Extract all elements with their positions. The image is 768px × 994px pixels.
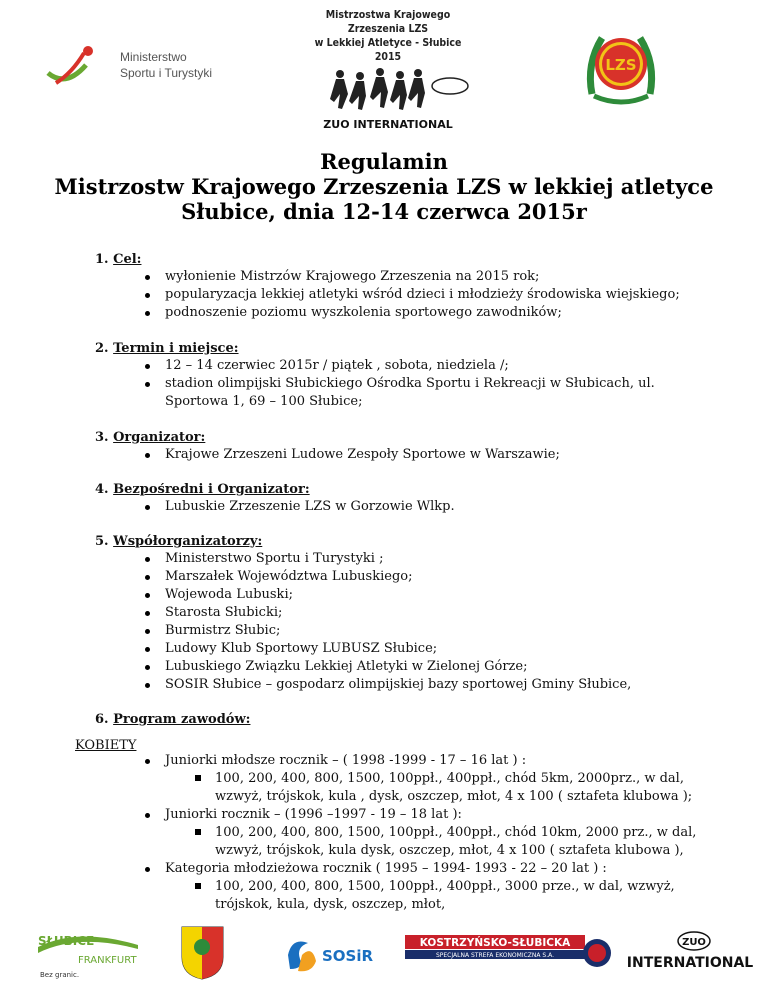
kssse-logo: [405, 925, 613, 980]
doc-title: Regulamin: [320, 149, 448, 174]
list-item: Burmistrz Słubic;: [165, 623, 281, 638]
section-3-heading: [95, 429, 205, 446]
slubice-mid: FRANKFURT: [78, 955, 137, 966]
event-logo-line1: Mistrzostwa Krajowego Zrzeszenia LZS: [325, 9, 451, 35]
ministry-logo: [38, 33, 240, 93]
doc-date: Słubice, dnia 12-14 czerwca 2015r: [181, 199, 587, 224]
list-item: Lubuskie Zrzeszenie LZS w Gorzowie Wlkp.: [165, 499, 455, 514]
ministry-line2: Sportu i Turystyki: [120, 66, 213, 80]
kssse-line1: KOSTRZYŃSKO-SŁUBICKA: [419, 937, 571, 949]
list-item: Starosta Słubicki;: [165, 605, 283, 620]
zuo-logo: [626, 925, 754, 980]
section-number: 1.: [95, 252, 109, 267]
list-item: stadion olimpijski Słubickiego Ośrodka Sportu i Rekreacji w Słubicach, ul.: [165, 376, 655, 391]
section-number: 2.: [95, 341, 109, 356]
event-list: 100, 200, 400, 800, 1500, 100ppł., 400ppł., chód 10km, 2000 prz., w dal,: [215, 825, 697, 840]
event-list: 100, 200, 400, 800, 1500, 100ppł., 400ppł., 3000 prze., w dal, wzwyż,: [215, 879, 675, 894]
event-logo-sponsor: [300, 118, 476, 131]
section-label: Program zawodów:: [113, 712, 251, 727]
list-item: SOSIR Słubice – gospodarz olimpijskiej bazy sportowej Gminy Słubice,: [165, 677, 632, 692]
kobiety-heading: KOBIETY: [75, 738, 137, 753]
section-4-heading: [95, 481, 310, 498]
list-item: wyłonienie Mistrzów Krajowego Zrzeszenia na 2015 rok;: [165, 269, 540, 284]
section-number: 6.: [95, 712, 109, 727]
event-list: 100, 200, 400, 800, 1500, 100ppł., 400ppł., chód 5km, 2000prz., w dal,: [215, 771, 684, 786]
event-list-continuation: wzwyż, trójskok, kula , dysk, oszczep, młot, 4 x 100 ( sztafeta klubowa );: [215, 789, 693, 804]
list-item: Wojewoda Lubuski;: [165, 587, 293, 602]
category-item: Juniorki rocznik – (1996 –1997 - 19 – 18 lat ):: [165, 807, 462, 822]
kssse-line2: SPECJALNA STREFA EKONOMICZNA S.A.: [435, 952, 555, 959]
section-label: Współorganizatorzy:: [113, 534, 263, 549]
section-number: 3.: [95, 430, 109, 445]
ministry-line1: Ministerstwo: [120, 50, 187, 64]
list-item: podnoszenie poziomu wyszkolenia sportowego zawodników;: [165, 305, 562, 320]
event-list-continuation: wzwyż, trójskok, kula dysk, oszczep, młot, 4 x 100 ( sztafeta klubowa ),: [215, 843, 684, 858]
category-item: Kategoria młodzieżowa rocznik ( 1995 – 1994- 1993 - 22 – 20 lat ) :: [165, 861, 607, 876]
section-5-heading: [95, 533, 262, 550]
coat-of-arms: [180, 925, 225, 980]
list-item: Krajowe Zrzeszeni Ludowe Zespoły Sportowe w Warszawie;: [165, 447, 560, 462]
slubice-top: SŁUBICE: [38, 934, 95, 948]
list-item: 12 – 14 czerwiec 2015r / piątek , sobota, niedziela /;: [165, 358, 509, 373]
section-number: 5.: [95, 534, 109, 549]
ministry-emblem-icon: [38, 33, 118, 93]
event-list-continuation: trójskok, kula, dysk, oszczep, młot,: [215, 897, 446, 912]
section-label: Bezpośredni i Organizator:: [113, 482, 310, 497]
kssse-banner-icon: [405, 925, 613, 980]
category-item: Juniorki młodsze rocznik – ( 1998 -1999 - 17 – 16 lat ) :: [165, 753, 527, 768]
list-item: Ludowy Klub Sportowy LUBUSZ Słubice;: [165, 641, 438, 656]
event-logo-international: INTERNATIONAL: [353, 118, 453, 131]
slubice-tag: Bez granic.: [40, 971, 80, 979]
doc-subtitle: Mistrzostw Krajowego Zrzeszenia LZS w lekkiej atletyce: [54, 174, 714, 199]
section-6-heading: [95, 711, 250, 728]
section-1-heading: [95, 251, 141, 268]
lzs-logo: [582, 24, 660, 108]
lzs-text: LZS: [605, 56, 637, 74]
list-item: Lubuskiego Związku Lekkiej Atletyki w Zielonej Górze;: [165, 659, 528, 674]
runners-icon: [300, 64, 476, 114]
sosir-swirl-icon: [282, 925, 374, 980]
section-number: 4.: [95, 482, 109, 497]
event-logo-zuo: ZUO: [323, 118, 350, 131]
list-item-continuation: Sportowa 1, 69 – 100 Słubice;: [165, 394, 363, 409]
zuo-bottom: INTERNATIONAL: [626, 955, 754, 971]
zuo-top: ZUO: [682, 937, 706, 948]
list-item: Marszałek Województwa Lubuskiego;: [165, 569, 413, 584]
slubice-swoosh-icon: [38, 925, 143, 980]
slubice-logo: [38, 925, 143, 980]
sosir-logo: [282, 925, 374, 980]
event-logo-line2: w Lekkiej Atletyce - Słubice 2015: [314, 37, 462, 63]
list-item: popularyzacja lekkiej atletyki wśród dzieci i młodzieży środowiska wiejskiego;: [165, 287, 680, 302]
zuo-ellipse-icon: [626, 925, 754, 980]
list-item: Ministerstwo Sportu i Turystyki ;: [165, 551, 384, 566]
coat-of-arms-icon: [180, 925, 225, 980]
section-2-heading: [95, 340, 239, 357]
lzs-emblem-icon: [582, 24, 660, 108]
section-label: Cel:: [113, 252, 142, 267]
event-logo: [300, 8, 476, 131]
section-label: Organizator:: [113, 430, 206, 445]
section-label: Termin i miejsce:: [113, 341, 239, 356]
sosir-text: SOSiR: [322, 947, 374, 965]
